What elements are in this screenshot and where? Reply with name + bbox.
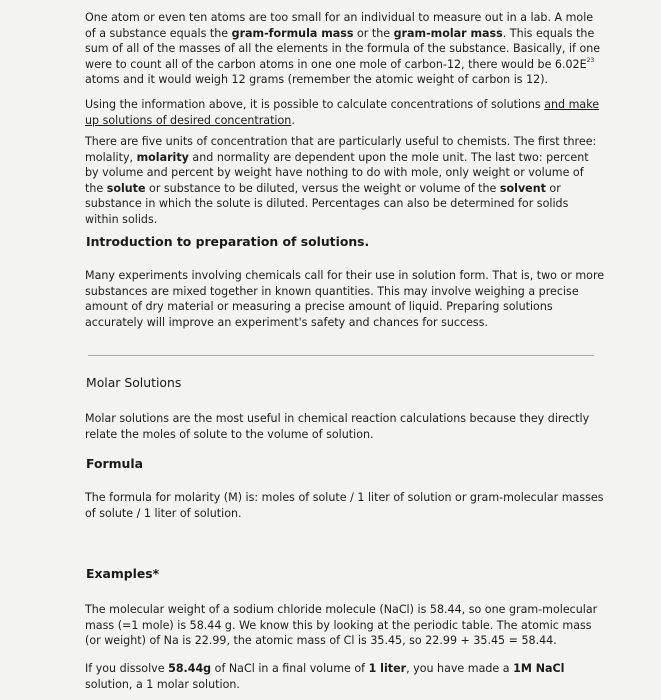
term-solute: solute [106, 181, 146, 195]
intro-paragraph-calculate [85, 97, 605, 128]
text-run: . [291, 113, 295, 127]
underlined-phrase: and make up solutions of desired concentration [85, 98, 600, 127]
preparation-paragraph: Many experiments involving chemicals call for their use in solution form. That is, two or more substances are mixed together in known quantities. This may involve weighing a precise amount of dry material or measuring a precise amount of liquid. Preparing solutions accurately will improve an experiment's safety and chances for success. [85, 269, 605, 329]
text-run: and normality are dependent upon the mole unit. The last two: percent by volume and percent by weight have nothing to do with mole, only weight or volume of the [85, 150, 589, 195]
text-run: of NaCl in a final volume of [211, 662, 369, 675]
section-divider [88, 355, 594, 356]
term-gram-molar-mass: gram-molar mass [393, 26, 503, 40]
text-run: Using the information above, it is possible to calculate concentrations of solutions [85, 98, 545, 111]
examples-paragraph-nacl: The molecular weight of a sodium chloride molecule (NaCl) is 58.44, so one gram-molecular mass (=1 mole) is 58.44 g. We know this by looking at the periodic table. The atomic mass (or weight) of Na is 22.99, the atomic mass of Cl is 35.45, so 22.99 + 35.45 = 58.44. [85, 603, 598, 648]
intro-paragraph-mole [85, 10, 605, 88]
term-molarity: molarity [136, 150, 189, 164]
text-run: atoms and it would weigh 12 grams (remember the atomic weight of carbon is 12). [85, 73, 549, 87]
amount-58-44g: 58.44g [168, 662, 212, 675]
text-run: There are five units of concentration that are particularly useful to chemists. The first three: molality, [85, 135, 597, 164]
term-gram-formula-mass: gram-formula mass [231, 26, 354, 40]
molar-solutions-heading: Molar Solutions [86, 375, 182, 390]
examples-heading: Examples* [86, 566, 160, 581]
text-run: , you have made a [406, 662, 514, 675]
term-solvent: solvent [499, 181, 546, 195]
text-run: If you dissolve [85, 662, 169, 675]
text-run: One atom or even ten atoms are too small for an individual to measure out in a lab. A mole of a substance equals the [85, 11, 594, 40]
text-run: or substance to be diluted, versus the weight or volume of the [145, 181, 500, 195]
term-1m-nacl: 1M NaCl [513, 662, 565, 675]
text-run: or substance in which the solute is diluted. Percentages can also be determined for solids within solids. [85, 181, 569, 226]
preparation-heading: Introduction to preparation of solutions. [86, 234, 370, 249]
formula-paragraph: The formula for molarity (M) is: moles of solute / 1 liter of solution or gram-molecular masses of solute / 1 liter of solution. [85, 491, 604, 520]
examples-paragraph-dissolve [85, 661, 605, 692]
text-run: . This equals the sum of all of the masses of all the elements in the formula of the substance. Basically, if one were to count all of the carbon atoms in one one mole of carbon-12, there would be 6.02E [85, 26, 601, 71]
molar-solutions-paragraph: Molar solutions are the most useful in chemical reaction calculations because they directly relate the moles of solute to the volume of solution. [85, 412, 590, 441]
amount-1-liter: 1 liter [368, 662, 407, 675]
text-run: solution, a 1 molar solution. [85, 677, 240, 691]
intro-paragraph-units [85, 134, 605, 228]
exponent: 23 [586, 56, 595, 64]
formula-heading: Formula [86, 456, 143, 471]
text-run: or the [353, 26, 394, 40]
